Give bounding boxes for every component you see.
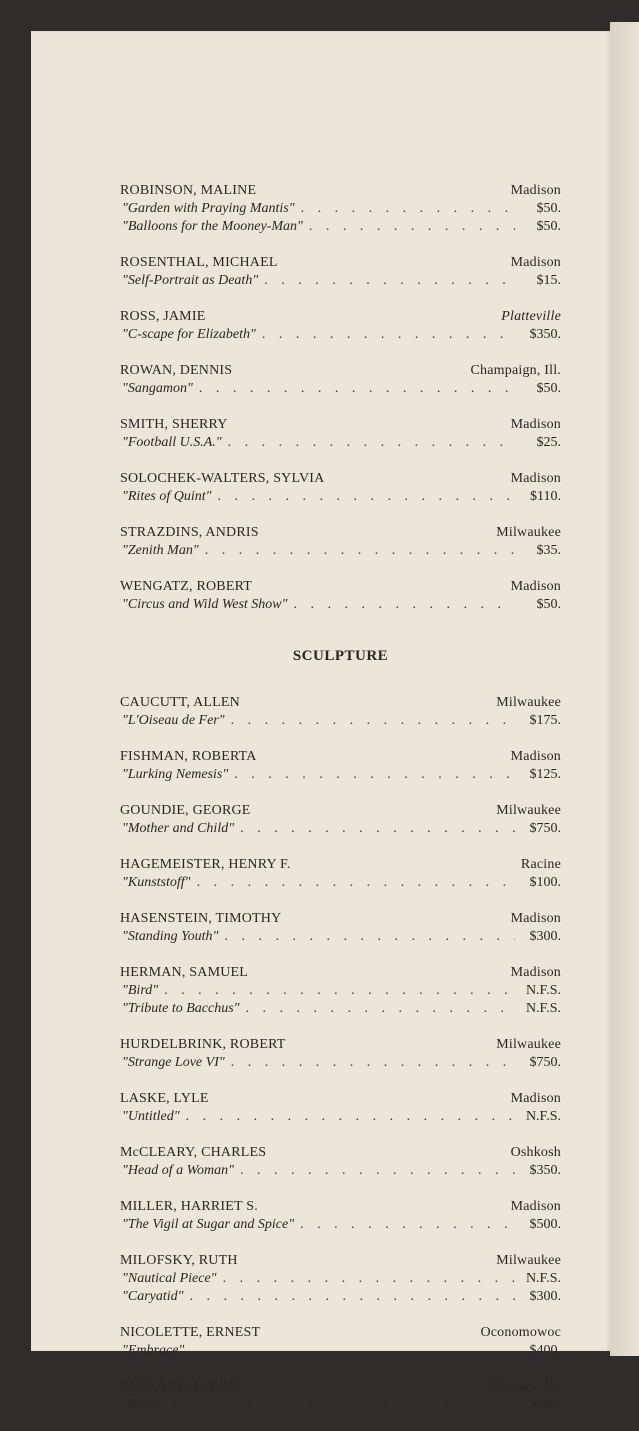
dot-leader — [300, 1216, 515, 1234]
dot-leader — [218, 488, 515, 506]
entry-header — [120, 469, 561, 488]
artist-city: Platteville — [501, 309, 561, 324]
catalog-content — [120, 181, 561, 1431]
work-row — [120, 928, 561, 946]
entry-header — [120, 963, 561, 982]
artist-city: Madison — [510, 471, 561, 486]
entry-header — [120, 1377, 561, 1396]
dot-leader — [240, 1162, 515, 1180]
catalog-entry — [120, 361, 561, 398]
work-title: "Rites of Quint" — [122, 489, 212, 504]
work-title: "Strange Love VI" — [122, 1055, 225, 1070]
work-price: $15. — [536, 273, 561, 288]
catalog-entry — [120, 1377, 561, 1414]
work-row — [120, 1108, 561, 1126]
work-price: $750. — [529, 1055, 561, 1070]
dot-leader — [231, 1054, 515, 1072]
catalog-entry — [120, 181, 561, 236]
work-row — [120, 596, 561, 614]
work-price: $50. — [536, 201, 561, 216]
entry-header — [120, 855, 561, 874]
work-title: "Bird" — [122, 983, 159, 998]
dot-leader — [197, 874, 515, 892]
artist-name: FISHMAN, ROBERTA — [120, 749, 257, 764]
artist-city: Madison — [510, 1199, 561, 1214]
dot-leader — [246, 1000, 515, 1018]
dot-leader — [224, 928, 515, 946]
entry-header — [120, 253, 561, 272]
entry-header — [120, 1197, 561, 1216]
work-row — [120, 1288, 561, 1306]
entry-header — [120, 1035, 561, 1054]
artist-city: Milwaukee — [496, 803, 561, 818]
artist-name: STRAZDINS, ANDRIS — [120, 525, 259, 540]
work-price: $350. — [529, 327, 561, 342]
work-title: "Kunststoff" — [122, 875, 191, 890]
entry-header — [120, 361, 561, 380]
work-price: $125. — [529, 767, 561, 782]
work-price: $500. — [529, 1217, 561, 1232]
artist-name: LASKE, LYLE — [120, 1091, 209, 1106]
dot-leader — [199, 380, 515, 398]
catalog-page — [31, 31, 610, 1412]
artist-name: SOLOCHEK-WALTERS, SYLVIA — [120, 471, 325, 486]
artist-city: Madison — [510, 965, 561, 980]
artist-city: Chicago, Ill. — [488, 1379, 561, 1394]
catalog-entry — [120, 909, 561, 946]
catalog-entry — [120, 523, 561, 560]
work-price: N.F.S. — [525, 1271, 561, 1286]
work-title: "Untitled" — [122, 1109, 180, 1124]
dot-leader — [301, 200, 515, 218]
work-row — [120, 380, 561, 398]
work-price: N.F.S. — [525, 1109, 561, 1124]
artist-name: ROSENTHAL, MICHAEL — [120, 255, 278, 270]
artist-city: Madison — [510, 255, 561, 270]
work-price: N.F.S. — [525, 1001, 561, 1016]
catalog-entry — [120, 1197, 561, 1234]
work-row — [120, 1162, 561, 1180]
entry-header — [120, 1089, 561, 1108]
artist-name: HAGEMEISTER, HENRY F. — [120, 857, 291, 872]
work-price: $25. — [536, 435, 561, 450]
work-row — [120, 1270, 561, 1288]
entry-header — [120, 909, 561, 928]
catalog-entry — [120, 1323, 561, 1360]
entry-header — [120, 1143, 561, 1162]
entry-header — [120, 801, 561, 820]
artist-city: Milwaukee — [496, 1253, 561, 1268]
artist-city: Madison — [510, 911, 561, 926]
catalog-entry — [120, 577, 561, 614]
artist-city: Madison — [510, 579, 561, 594]
work-price: $400. — [529, 1343, 561, 1358]
dot-leader — [186, 1108, 515, 1126]
work-price: $800. — [529, 1397, 561, 1412]
work-row — [120, 200, 561, 218]
work-title: "Lurking Nemesis" — [122, 767, 229, 782]
work-title: "Roar" — [122, 1397, 162, 1412]
work-row — [120, 1054, 561, 1072]
work-title: "Circus and Wild West Show" — [122, 597, 288, 612]
artist-name: MILLER, HARRIET S. — [120, 1199, 258, 1214]
artist-name: McCLEARY, CHARLES — [120, 1145, 267, 1160]
dot-leader — [294, 596, 515, 614]
work-row — [120, 1342, 561, 1360]
work-price: $50. — [536, 381, 561, 396]
dot-leader — [309, 218, 515, 236]
work-price: $350. — [529, 1163, 561, 1178]
work-row — [120, 488, 561, 506]
catalog-entry — [120, 855, 561, 892]
catalog-entry — [120, 307, 561, 344]
work-row — [120, 820, 561, 838]
artist-name: HASENSTEIN, TIMOTHY — [120, 911, 282, 926]
artist-name: ROSS, JAMIE — [120, 309, 206, 324]
work-title: "Tribute to Bacchus" — [122, 1001, 240, 1016]
work-row — [120, 766, 561, 784]
work-title: "Standing Youth" — [122, 929, 219, 944]
work-title: "Nautical Piece" — [122, 1271, 217, 1286]
artist-name: SMITH, SHERRY — [120, 417, 228, 432]
dot-leader — [234, 766, 515, 784]
work-row — [120, 712, 561, 730]
artist-name: GOUNDIE, GEORGE — [120, 803, 251, 818]
section-heading-sculpture: SCULPTURE — [292, 648, 389, 664]
catalog-entry — [120, 1251, 561, 1306]
work-title: "Mother and Child" — [122, 821, 235, 836]
artist-city: Milwaukee — [496, 695, 561, 710]
work-row — [120, 982, 561, 1000]
work-price: $100. — [529, 875, 561, 890]
work-row — [120, 434, 561, 452]
dot-leader — [168, 1396, 515, 1414]
work-title: "Head of a Woman" — [122, 1163, 234, 1178]
catalog-entry — [120, 469, 561, 506]
work-row — [120, 1396, 561, 1414]
catalog-entry — [120, 693, 561, 730]
catalog-entry — [120, 1089, 561, 1126]
artist-name: CAUCUTT, ALLEN — [120, 695, 240, 710]
work-price: $300. — [529, 929, 561, 944]
catalog-entry — [120, 801, 561, 838]
entry-header — [120, 693, 561, 712]
work-price: $750. — [529, 821, 561, 836]
artist-name: PACKARD, DAVID — [120, 1379, 239, 1394]
work-row — [120, 874, 561, 892]
painting-continued-section — [120, 181, 561, 614]
entry-header — [120, 1251, 561, 1270]
dot-leader — [240, 820, 515, 838]
page-edge — [610, 22, 639, 1356]
dot-leader — [190, 1342, 515, 1360]
work-price: $300. — [529, 1289, 561, 1304]
artist-city: Madison — [510, 417, 561, 432]
work-title: "C-scape for Elizabeth" — [122, 327, 256, 342]
dot-leader — [228, 434, 515, 452]
dot-leader — [190, 1288, 515, 1306]
work-title: "L'Oiseau de Fer" — [122, 713, 225, 728]
artist-name: ROBINSON, MALINE — [120, 183, 257, 198]
dot-leader — [223, 1270, 515, 1288]
catalog-entry — [120, 1143, 561, 1180]
work-title: "Embrace" — [122, 1343, 185, 1358]
artist-name: ROWAN, DENNIS — [120, 363, 233, 378]
artist-city: Madison — [510, 1091, 561, 1106]
artist-city: Milwaukee — [496, 1037, 561, 1052]
dot-leader — [262, 326, 515, 344]
artist-city: Oshkosh — [510, 1145, 561, 1160]
work-row — [120, 542, 561, 560]
work-price: $175. — [529, 713, 561, 728]
artist-city: Oconomowoc — [480, 1325, 561, 1340]
catalog-entry — [120, 1035, 561, 1072]
catalog-entry — [120, 963, 561, 1018]
work-price: N.F.S. — [525, 983, 561, 998]
artist-name: NICOLETTE, ERNEST — [120, 1325, 261, 1340]
work-price: $110. — [530, 489, 561, 504]
work-title: "Zenith Man" — [122, 543, 199, 558]
work-title: "The Vigil at Sugar and Spice" — [122, 1217, 295, 1232]
dot-leader — [231, 712, 515, 730]
catalog-entry — [120, 415, 561, 452]
dot-leader — [164, 982, 515, 1000]
work-row — [120, 272, 561, 290]
work-title: "Balloons for the Mooney-Man" — [122, 219, 303, 234]
catalog-entry — [120, 253, 561, 290]
artist-name: HURDELBRINK, ROBERT — [120, 1037, 286, 1052]
work-title: "Sangamon" — [122, 381, 193, 396]
work-row — [120, 218, 561, 236]
artist-name: WENGATZ, ROBERT — [120, 579, 253, 594]
work-price: $50. — [536, 219, 561, 234]
artist-city: Madison — [510, 749, 561, 764]
catalog-entry — [120, 747, 561, 784]
entry-header — [120, 181, 561, 200]
artist-name: HERMAN, SAMUEL — [120, 965, 249, 980]
work-title: "Garden with Praying Mantis" — [122, 201, 295, 216]
work-title: "Football U.S.A." — [122, 435, 222, 450]
work-row — [120, 1000, 561, 1018]
work-price: $50. — [536, 597, 561, 612]
artist-city: Champaign, Ill. — [470, 363, 561, 378]
work-title: "Caryatid" — [122, 1289, 184, 1304]
artist-city: Racine — [520, 857, 561, 872]
dot-leader — [264, 272, 515, 290]
entry-header — [120, 1323, 561, 1342]
entry-header — [120, 577, 561, 596]
work-price: $35. — [536, 543, 561, 558]
artist-name: MILOFSKY, RUTH — [120, 1253, 238, 1268]
work-row — [120, 1216, 561, 1234]
entry-header — [120, 523, 561, 542]
work-title: "Self-Portrait as Death" — [122, 273, 259, 288]
sculpture-section — [120, 693, 561, 1414]
artist-city: Madison — [510, 183, 561, 198]
dot-leader — [205, 542, 515, 560]
artist-city: Milwaukee — [496, 525, 561, 540]
entry-header — [120, 307, 561, 326]
entry-header — [120, 415, 561, 434]
work-row — [120, 326, 561, 344]
entry-header — [120, 747, 561, 766]
